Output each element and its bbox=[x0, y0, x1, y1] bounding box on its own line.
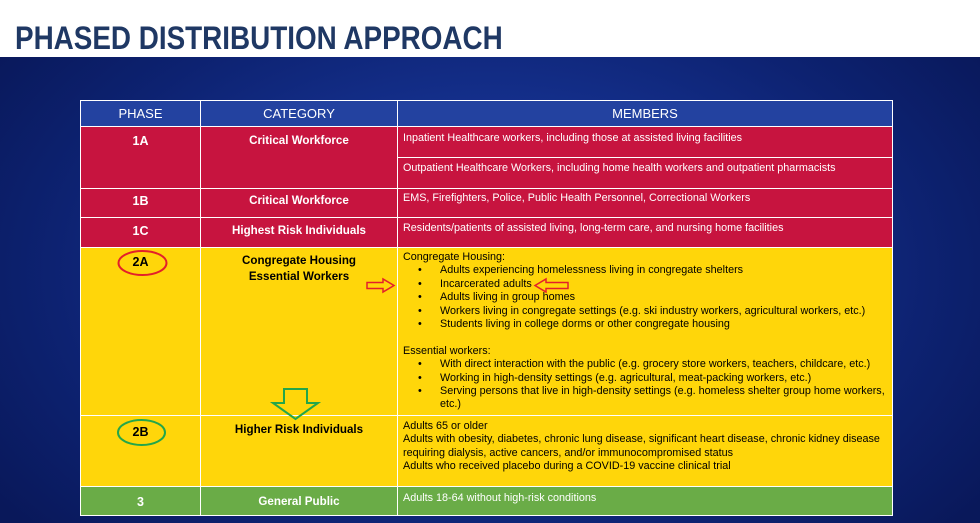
category-line-congregate-housing: Congregate Housing bbox=[241, 254, 356, 267]
phase-1b-members: EMS, Firefighters, Police, Public Health Personnel, Correctional Workers bbox=[398, 189, 892, 217]
phase-1b-category: Critical Workforce bbox=[201, 189, 397, 217]
phase-2a-category bbox=[201, 248, 397, 415]
phase-2a-label: 2A bbox=[81, 248, 200, 415]
phase-2a-members bbox=[398, 248, 892, 415]
members-bullet-list bbox=[403, 264, 890, 331]
phase-1a-label: 1A bbox=[81, 127, 200, 188]
phase-1a-members-outpatient: Outpatient Healthcare Workers, including home health workers and outpatient pharmacists bbox=[398, 158, 892, 188]
members-bullet-list bbox=[403, 358, 890, 412]
phase-2b-category: Higher Risk Individuals bbox=[201, 416, 397, 486]
members-line: Adults who received placebo during a COVID-19 vaccine clinical trial bbox=[403, 460, 731, 473]
phase-1a-category: Critical Workforce bbox=[201, 127, 397, 188]
phase-1b-label: 1B bbox=[81, 189, 200, 217]
list-item: • Working in high-density settings (e.g. agricultural, meat-packing workers, etc.) bbox=[440, 372, 890, 385]
phase-table bbox=[80, 100, 893, 516]
list-item: • Students living in college dorms or other congregate housing bbox=[440, 318, 890, 331]
category-line-essential-workers: Essential Workers bbox=[248, 270, 350, 283]
phase-1c-category: Highest Risk Individuals bbox=[201, 218, 397, 247]
members-line: Adults 65 or older bbox=[403, 420, 488, 432]
phase-3-category: General Public bbox=[201, 487, 397, 515]
phase-1a-members-inpatient: Inpatient Healthcare workers, including those at assisted living facilities bbox=[398, 127, 892, 157]
header-members: MEMBERS bbox=[398, 101, 892, 126]
list-item: • With direct interaction with the public (e.g. grocery store workers, teachers, childcare, etc.) bbox=[440, 358, 890, 371]
list-item: • Adults living in group homes bbox=[440, 291, 890, 304]
phase-3-members: Adults 18-64 without high-risk conditions bbox=[398, 487, 892, 515]
phase-3-label: 3 bbox=[81, 487, 200, 515]
phase-2b-members bbox=[398, 416, 892, 486]
phase-2b-label: 2B bbox=[81, 416, 200, 486]
phase-1c-members: Residents/patients of assisted living, long-term care, and nursing home facilities bbox=[398, 218, 892, 247]
members-group-heading: Congregate Housing: bbox=[403, 251, 506, 263]
list-item: • Adults experiencing homelessness living in congregate shelters bbox=[440, 264, 890, 277]
list-item: • Incarcerated adults bbox=[440, 278, 890, 291]
slide-title: PHASED DISTRIBUTION APPROACH bbox=[15, 20, 503, 56]
header-category: CATEGORY bbox=[201, 101, 397, 126]
title-band bbox=[0, 0, 980, 57]
list-item: • Workers living in congregate settings (e.g. ski industry workers, agricultural workers, etc.) bbox=[440, 305, 890, 318]
members-group-heading: Essential workers: bbox=[403, 344, 491, 357]
list-item: • Serving persons that live in high-density settings (e.g. homeless shelter group home workers, etc.) bbox=[440, 385, 890, 412]
phase-1c-label: 1C bbox=[81, 218, 200, 247]
header-phase: PHASE bbox=[81, 101, 200, 126]
members-line: Adults with obesity, diabetes, chronic lung disease, significant heart disease, chronic kidney disease requiring dialysis, active cancers, and/or immunocompromised status bbox=[403, 433, 880, 459]
